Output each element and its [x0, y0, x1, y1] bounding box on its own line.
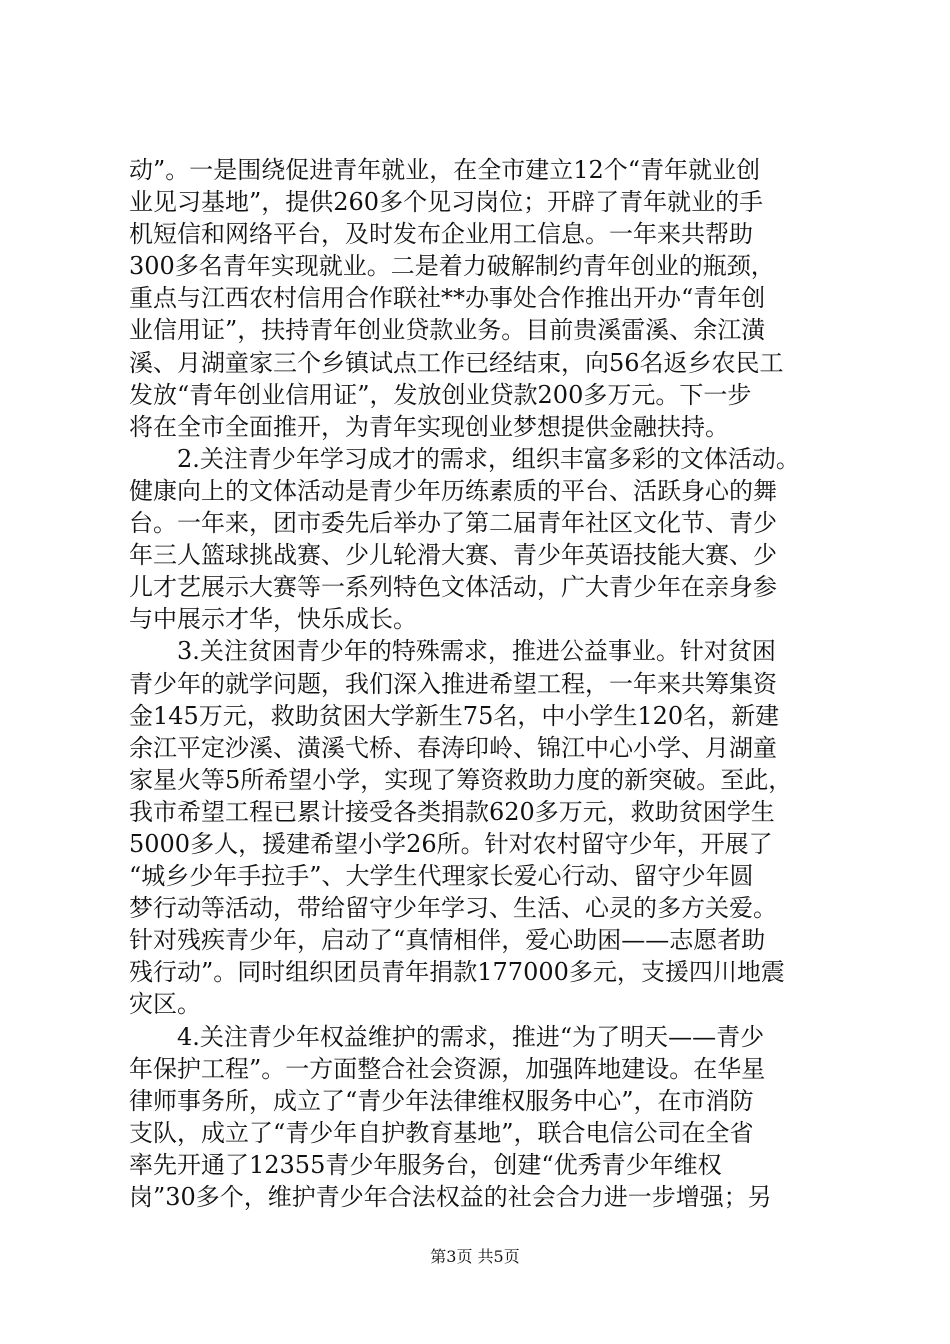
- body-text: [129, 154, 849, 1213]
- text-line: 率先开通了12355青少年服务台，创建“优秀青少年维权: [129, 1150, 722, 1179]
- text-line: 律师事务所，成立了“青少年法律维权服务中心”，在市消防: [129, 1086, 754, 1115]
- text-line: 梦行动等活动，带给留守少年学习、生活、心灵的多方关爱。: [129, 894, 777, 923]
- text-line: 机短信和网络平台，及时发布企业用工信息。一年来共帮助: [129, 220, 753, 249]
- text-line: 岗”30多个，维护青少年合法权益的社会合力进一步增强；另: [129, 1183, 772, 1211]
- text-line: 健康向上的文体活动是青少年历练素质的平台、活跃身心的舞: [129, 476, 777, 505]
- text-line: 与中展示才华，快乐成长。: [129, 605, 417, 634]
- text-line: 年保护工程”。一方面整合社会资源，加强阵地建设。在华星: [129, 1054, 766, 1083]
- text-line: 灾区。: [129, 990, 201, 1019]
- text-line: 2.关注青少年学习成才的需求，组织丰富多彩的文体活动。: [129, 444, 800, 473]
- text-line: 台。一年来，团市委先后举办了第二届青年社区文化节、青少: [129, 509, 777, 538]
- text-line: 金145万元，救助贫困大学新生75名，中小学生120名，新建: [129, 701, 780, 730]
- text-line: 儿才艺展示大赛等一系列特色文体活动，广大青少年在亲身参: [129, 573, 777, 602]
- text-line: 支队，成立了“青少年自护教育基地”，联合电信公司在全省: [129, 1118, 754, 1147]
- text-line: 残行动”。同时组织团员青年捐款177000多元，支援四川地震: [129, 958, 785, 987]
- text-line: 溪、月湖童家三个乡镇试点工作已经结束，向56名返乡农民工: [129, 348, 784, 377]
- text-line: 我市希望工程已累计接受各类捐款620多万元，救助贫困学生: [129, 797, 775, 826]
- text-line: 针对残疾青少年，启动了“真情相伴，爱心助困——志愿者助: [129, 926, 766, 955]
- text-line: 年三人篮球挑战赛、少儿轮滑大赛、青少年英语技能大赛、少: [129, 541, 777, 570]
- text-line: 3.关注贫困青少年的特殊需求，推进公益事业。针对贫困: [129, 637, 776, 666]
- text-line: 重点与江西农村信用合作联社**办事处合作推出开办“青年创: [129, 284, 766, 313]
- text-line: 4.关注青少年权益维护的需求，推进“为了明天——青少: [129, 1022, 765, 1051]
- text-line: 5000多人，援建希望小学26所。针对农村留守少年，开展了: [129, 829, 773, 858]
- text-line: 300多名青年实现就业。二是着力破解制约青年创业的瓶颈，: [129, 252, 775, 281]
- text-line: 将在全市全面推开，为青年实现创业梦想提供金融扶持。: [129, 412, 729, 441]
- text-line: 业见习基地”，提供260多个见习岗位；开辟了青年就业的手: [129, 188, 764, 217]
- text-line: 家星火等5所希望小学，实现了筹资救助力度的新突破。至此，: [129, 765, 793, 794]
- text-line: 发放“青年创业信用证”，发放创业贷款200多万元。下一步: [129, 380, 752, 409]
- text-line: 业信用证”，扶持青年创业贷款业务。目前贵溪雷溪、余江潢: [129, 316, 766, 345]
- page-number-footer: 第3页 共5页: [430, 1247, 520, 1266]
- text-line: “城乡少年手拉手”、大学生代理家长爱心行动、留守少年圆: [129, 862, 754, 891]
- text-line: 余江平定沙溪、潢溪弋桥、春涛印岭、锦江中心小学、月湖童: [129, 733, 777, 762]
- text-line: 动”。一是围绕促进青年就业，在全市建立12个“青年就业创: [129, 156, 761, 184]
- text-line: 青少年的就学问题，我们深入推进希望工程，一年来共筹集资: [129, 669, 777, 698]
